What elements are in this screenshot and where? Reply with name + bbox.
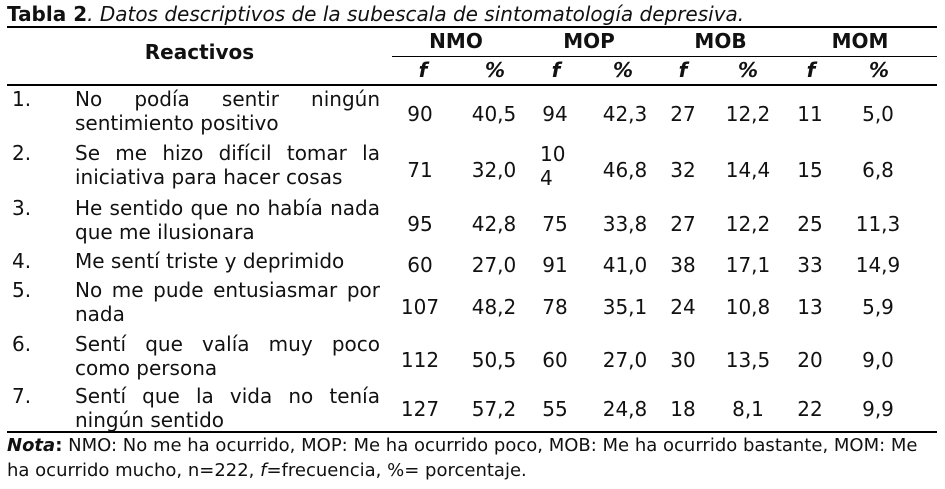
table-cell: 22	[797, 397, 823, 421]
table-cell: 60	[542, 348, 568, 372]
table-cell: 42,3	[602, 102, 648, 126]
table-cell: 24,8	[602, 397, 648, 421]
table-cell: 48,2	[471, 295, 517, 319]
table-cell: 127	[400, 397, 440, 421]
table-cell: 42,8	[471, 212, 517, 236]
table-cell: 27	[670, 102, 696, 126]
table-cell: 6,8	[862, 158, 894, 182]
table-cell: 94	[542, 102, 568, 126]
subheader-f: f	[678, 58, 688, 82]
table-cell: 91	[542, 253, 568, 277]
item-number: 3.	[12, 196, 32, 220]
table-cell: 75	[542, 212, 568, 236]
top-rule	[7, 26, 937, 28]
table-cell: 8,1	[732, 397, 764, 421]
subheader-f: f	[551, 58, 561, 82]
table-cell: 14,4	[725, 158, 771, 182]
table-cell: 12,2	[725, 102, 771, 126]
table-title	[7, 2, 942, 26]
table-cell: 9,0	[862, 348, 894, 372]
header-group-nmo: NMO	[429, 29, 483, 53]
item-number: 7.	[12, 384, 32, 408]
table-cell: 30	[670, 348, 696, 372]
item-number: 1.	[12, 87, 32, 111]
table-cell: 25	[797, 212, 823, 236]
table-cell: 10,8	[725, 295, 771, 319]
note-text-a: NMO: No me ha ocurrido, MOP: Me ha ocurrido poco, MOB: Me ha ocurrido bastante, MOM: Me ha ocurrido mucho, n=222,	[7, 435, 918, 481]
table-cell: 38	[670, 253, 696, 277]
table-cell: 46,8	[602, 158, 648, 182]
table-cell: 20	[797, 348, 823, 372]
table-caption: . Datos descriptivos de la subescala de sintomatología depresiva.	[87, 2, 745, 26]
table-cell: 95	[407, 212, 433, 236]
table-cell: 35,1	[602, 295, 648, 319]
table-cell: 5,9	[862, 295, 894, 319]
table-cell: 57,2	[471, 397, 517, 421]
table-cell: 5,0	[862, 102, 894, 126]
table-cell: 11,3	[855, 212, 901, 236]
table-cell: 78	[542, 295, 568, 319]
table-cell: 27	[670, 212, 696, 236]
header-rule	[7, 84, 937, 86]
item-text: No me pude entusiasmar por nada	[75, 278, 380, 326]
item-text: Sentí que valía muy poco como persona	[75, 332, 380, 380]
table-cell: 71	[407, 158, 433, 182]
table-cell: 13	[797, 295, 823, 319]
note-label: Nota	[7, 435, 56, 456]
table-cell: 32	[670, 158, 696, 182]
table-cell: 55	[542, 397, 568, 421]
table-cell: 60	[407, 253, 433, 277]
subheader-pct: %	[737, 58, 759, 82]
note-f-symbol: f	[260, 460, 267, 481]
table-cell: 112	[400, 348, 440, 372]
item-text: Sentí que la vida no tenía ningún sentido	[75, 384, 380, 432]
subheader-pct: %	[612, 58, 634, 82]
table-cell: 33	[797, 253, 823, 277]
header-group-mom: MOM	[831, 29, 889, 53]
table-cell: 15	[797, 158, 823, 182]
table-cell: 13,5	[725, 348, 771, 372]
table-cell: 14,9	[855, 253, 901, 277]
note-text-b: =frecuencia, %= porcentaje.	[266, 460, 527, 481]
table-note	[7, 433, 942, 483]
table-cell: 40,5	[471, 102, 517, 126]
item-text: He sentido que no había nada que me ilusionara	[75, 196, 380, 244]
table-cell: 41,0	[602, 253, 648, 277]
subheader-f: f	[418, 58, 428, 82]
item-number: 6.	[12, 332, 32, 356]
item-text: Me sentí triste y deprimido	[75, 249, 345, 273]
table-cell: 90	[407, 102, 433, 126]
header-group-mop: MOP	[563, 29, 615, 53]
table-cell: 9,9	[862, 397, 894, 421]
table-cell: 32,0	[471, 158, 517, 182]
item-text: No podía sentir ningún sentimiento positivo	[75, 87, 380, 135]
table-cell: 27,0	[471, 253, 517, 277]
table-cell: 17,1	[725, 253, 771, 277]
table-cell: 12,2	[725, 212, 771, 236]
table-cell: 24	[670, 295, 696, 319]
table-cell: 27,0	[602, 348, 648, 372]
item-number: 4.	[12, 249, 32, 273]
table-cell: 33,8	[602, 212, 648, 236]
table-cell: 11	[797, 102, 823, 126]
table-cell: 18	[670, 397, 696, 421]
item-text: Se me hizo difícil tomar la iniciativa para hacer cosas	[75, 141, 380, 189]
header-group-mob: MOB	[694, 29, 747, 53]
header-reactivos: Reactivos	[144, 40, 255, 64]
table-cell: 10 4	[540, 142, 566, 190]
item-number: 5.	[12, 278, 32, 302]
subheader-f: f	[806, 58, 816, 82]
item-number: 2.	[12, 141, 32, 165]
subheader-pct: %	[484, 58, 506, 82]
table-label: Tabla 2	[7, 2, 88, 26]
subheader-pct: %	[868, 58, 890, 82]
table-cell: 50,5	[471, 348, 517, 372]
note-colon: :	[55, 435, 63, 456]
group-rule	[392, 56, 937, 57]
table-cell: 107	[400, 295, 440, 319]
